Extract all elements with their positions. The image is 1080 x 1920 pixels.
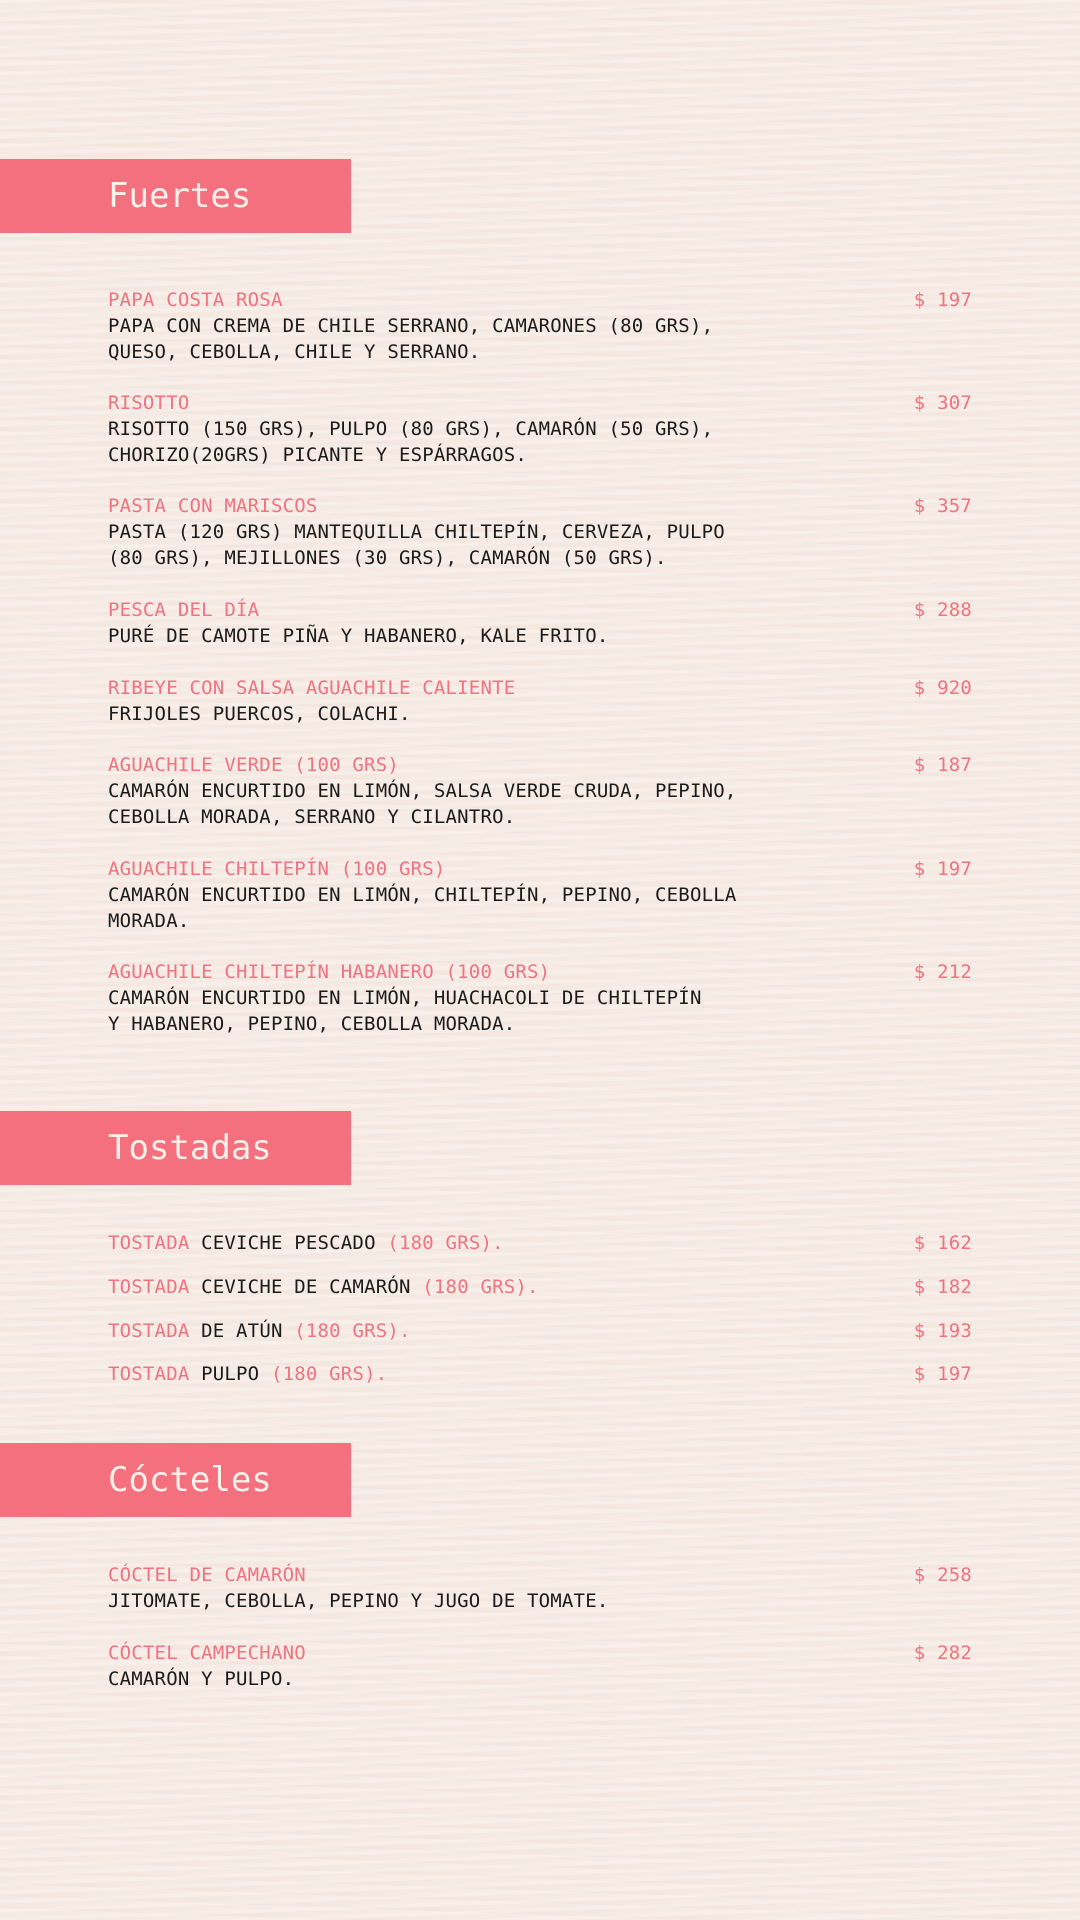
menu-item-name: AGUACHILE CHILTEPÍN (100 GRS): [108, 858, 446, 880]
tostada-item: [108, 1230, 972, 1256]
menu-item: [108, 752, 972, 830]
tostada-prefix: TOSTADA: [108, 1363, 190, 1385]
menu-item: [108, 493, 972, 571]
menu-item: [108, 1640, 972, 1692]
menu-item-name: CÓCTEL DE CAMARÓN: [108, 1564, 306, 1586]
tostada-weight: (180 GRS).: [270, 1363, 388, 1385]
menu-item-price: $ 197: [913, 289, 972, 311]
menu-item-description: CAMARÓN ENCURTIDO EN LIMÓN, HUACHACOLI DE CHILTEPÍN Y HABANERO, PEPINO, CEBOLLA MORADA.: [108, 987, 702, 1035]
tostada-name: CEVICHE DE CAMARÓN: [201, 1276, 411, 1298]
menu-item-name: CÓCTEL CAMPECHANO: [108, 1642, 306, 1664]
tostada-prefix: TOSTADA: [108, 1276, 190, 1298]
menu-item-price: $ 258: [913, 1564, 972, 1586]
menu-item-price: $ 288: [913, 599, 972, 621]
menu-item: [108, 675, 972, 727]
menu-item-description: PAPA CON CREMA DE CHILE SERRANO, CAMARONES (80 GRS), QUESO, CEBOLLA, CHILE Y SERRANO.: [108, 315, 714, 363]
menu-item-name: RIBEYE CON SALSA AGUACHILE CALIENTE: [108, 677, 516, 699]
menu-item-description: RISOTTO (150 GRS), PULPO (80 GRS), CAMARÓN (50 GRS), CHORIZO(20GRS) PICANTE Y ESPÁRRAGOS.: [108, 418, 714, 466]
menu-item-price: $ 920: [913, 677, 972, 699]
menu-item-description: CAMARÓN Y PULPO.: [108, 1668, 295, 1690]
tostada-prefix: TOSTADA: [108, 1320, 190, 1342]
tostada-name: DE ATÚN: [201, 1320, 283, 1342]
menu-item-price: $ 187: [913, 754, 972, 776]
menu-item-name: PASTA CON MARISCOS: [108, 495, 318, 517]
tostada-weight: (180 GRS).: [294, 1320, 411, 1342]
menu-item: [108, 287, 972, 365]
menu-item-description: PURÉ DE CAMOTE PIÑA Y HABANERO, KALE FRITO.: [108, 625, 609, 647]
menu-item-price: $ 357: [913, 495, 972, 517]
menu-item-name: AGUACHILE VERDE (100 GRS): [108, 754, 399, 776]
section-header-cocteles: Cócteles: [0, 1443, 351, 1517]
tostada-item: [108, 1318, 972, 1344]
menu-item-name: RISOTTO: [108, 392, 190, 414]
menu-item-description: JITOMATE, CEBOLLA, PEPINO Y JUGO DE TOMATE.: [108, 1590, 609, 1612]
menu-item-name: PAPA COSTA ROSA: [108, 289, 283, 311]
menu-item-price: $ 197: [913, 858, 972, 880]
menu-item: [108, 1562, 972, 1614]
menu-item: [108, 390, 972, 468]
tostada-weight: (180 GRS).: [387, 1232, 504, 1254]
tostada-name: PULPO: [201, 1363, 260, 1385]
menu-item-description: PASTA (120 GRS) MANTEQUILLA CHILTEPÍN, CERVEZA, PULPO (80 GRS), MEJILLONES (30 GRS), CAMARÓN (50 GRS).: [108, 521, 725, 569]
menu-item-description: FRIJOLES PUERCOS, COLACHI.: [108, 703, 411, 725]
menu-item-price: $ 282: [913, 1642, 972, 1664]
tostada-item: [108, 1361, 972, 1387]
menu-item-price: $ 182: [913, 1276, 972, 1298]
tostada-item: [108, 1274, 972, 1300]
menu-item-price: $ 197: [913, 1363, 972, 1385]
menu-item: [108, 856, 972, 934]
tostada-weight: (180 GRS).: [422, 1276, 539, 1298]
tostada-prefix: TOSTADA: [108, 1232, 190, 1254]
menu-item-name: AGUACHILE CHILTEPÍN HABANERO (100 GRS): [108, 961, 551, 983]
menu-item: [108, 597, 972, 649]
section-header-fuertes: Fuertes: [0, 159, 351, 233]
tostada-name: CEVICHE PESCADO: [201, 1232, 376, 1254]
menu-item-price: $ 162: [913, 1232, 972, 1254]
menu-item-price: $ 193: [913, 1320, 972, 1342]
menu-item-price: $ 212: [913, 961, 972, 983]
menu-item-description: CAMARÓN ENCURTIDO EN LIMÓN, CHILTEPÍN, PEPINO, CEBOLLA MORADA.: [108, 884, 737, 932]
section-header-tostadas: Tostadas: [0, 1111, 351, 1185]
menu-item: [108, 959, 972, 1037]
menu-item-name: PESCA DEL DÍA: [108, 599, 260, 621]
menu-item-price: $ 307: [913, 392, 972, 414]
menu-item-description: CAMARÓN ENCURTIDO EN LIMÓN, SALSA VERDE CRUDA, PEPINO, CEBOLLA MORADA, SERRANO Y CILANTRO.: [108, 780, 737, 828]
